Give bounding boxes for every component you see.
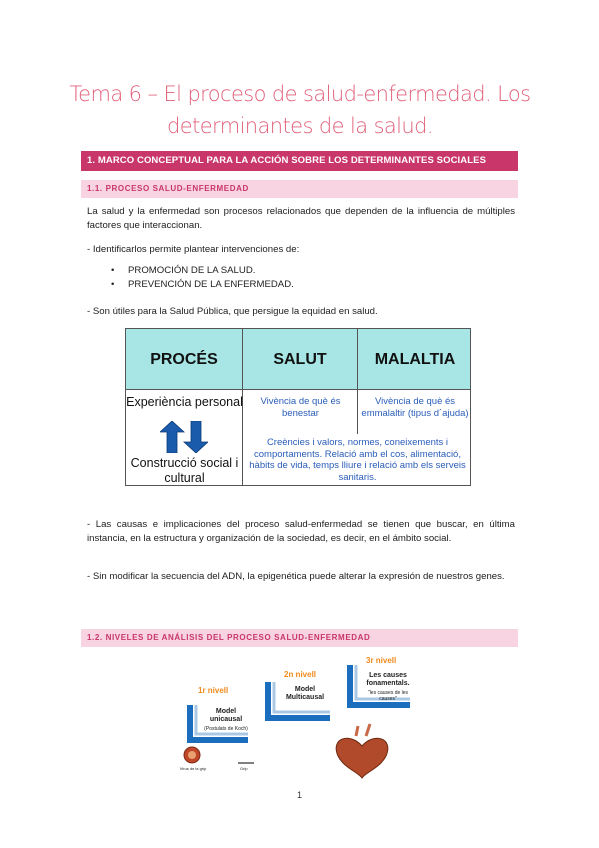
level-1-text: Model unicausal <box>209 708 243 723</box>
page-number: 1 <box>296 790 302 800</box>
paragraph-causes: - Las causas e implicaciones del proceso salud-enfermedad se tienen que buscar, en última instancia, en la estructura y organización de la sociedad, es decir, en el ámbito social. <box>87 519 515 545</box>
page-title <box>60 78 540 142</box>
table-header-salut: SALUT <box>243 329 358 390</box>
paragraph-identify: - Identificarlos permite plantear intervenciones de: <box>87 244 300 255</box>
level-3-subtext: "les causes de les causes" <box>367 690 409 702</box>
title-line-2: determinantes de la salud. <box>167 114 433 138</box>
virus-caption: Virus de la grip <box>179 766 207 771</box>
subsection-heading-1-2: 1.2. NIVELES DE ANÁLISIS DEL PROCESO SALUD-ENFERMEDAD <box>81 629 518 647</box>
heart-icon <box>336 724 388 778</box>
up-down-arrows-icon <box>160 421 208 458</box>
level-1-subtext: (Postulats de Koch) <box>204 726 248 732</box>
flu-caption: Grip <box>240 766 248 771</box>
paragraph-public-health: - Son útiles para la Salud Pública, que persigue la equidad en salud. <box>87 306 378 317</box>
subsection-heading-1-1: 1.1. PROCESO SALUD-ENFERMEDAD <box>81 180 518 198</box>
paragraph-health-disease: La salud y la enfermedad son procesos relacionados que dependen de la influencia de múltiples factores que interaccionan. <box>87 206 515 232</box>
table-header-malaltia: MALALTIA <box>358 329 471 390</box>
paragraph-epigenetics: - Sin modificar la secuencia del ADN, la epigenética puede alterar la expresión de nuestros genes. <box>87 571 505 582</box>
levels-diagram <box>179 656 430 780</box>
virus-icon <box>184 747 200 763</box>
title-line-1: Tema 6 – El proceso de salud-enfermedad. Los <box>69 82 531 106</box>
level-3-title: 3r nivell <box>366 656 397 665</box>
experiencia-personal-label: Experiència personal <box>126 395 243 409</box>
level-3-text: Les causes fonamentals. <box>366 672 410 687</box>
level-2-text: Model Multicausal <box>285 686 325 701</box>
table-header-proces: PROCÉS <box>126 329 243 390</box>
process-table-figure <box>125 328 471 486</box>
bullet-item: • PREVENCIÓN DE LA ENFERMEDAD. <box>128 278 294 292</box>
shared-construction-cell: Creències i valors, normes, coneixements i comportaments. Relació amb el cos, alimentació, hàbits de vida, temps lliure i relació amb els serveis sanitaris. <box>249 437 466 483</box>
level-1-title: 1r nivell <box>198 686 229 695</box>
bullet-item: • PROMOCIÓN DE LA SALUD. <box>128 264 294 278</box>
salut-cell: Vivència de què és benestar <box>260 396 341 419</box>
construccio-social-label: Construcció social i cultural <box>130 456 239 485</box>
bullet-list <box>128 264 294 292</box>
level-2-title: 2n nivell <box>284 670 317 679</box>
section-heading-1: 1. MARCO CONCEPTUAL PARA LA ACCIÓN SOBRE LOS DETERMINANTES SOCIALES <box>81 151 518 171</box>
malaltia-cell: Vivència de què és emmalaltir (tipus d´ajuda) <box>361 396 469 419</box>
